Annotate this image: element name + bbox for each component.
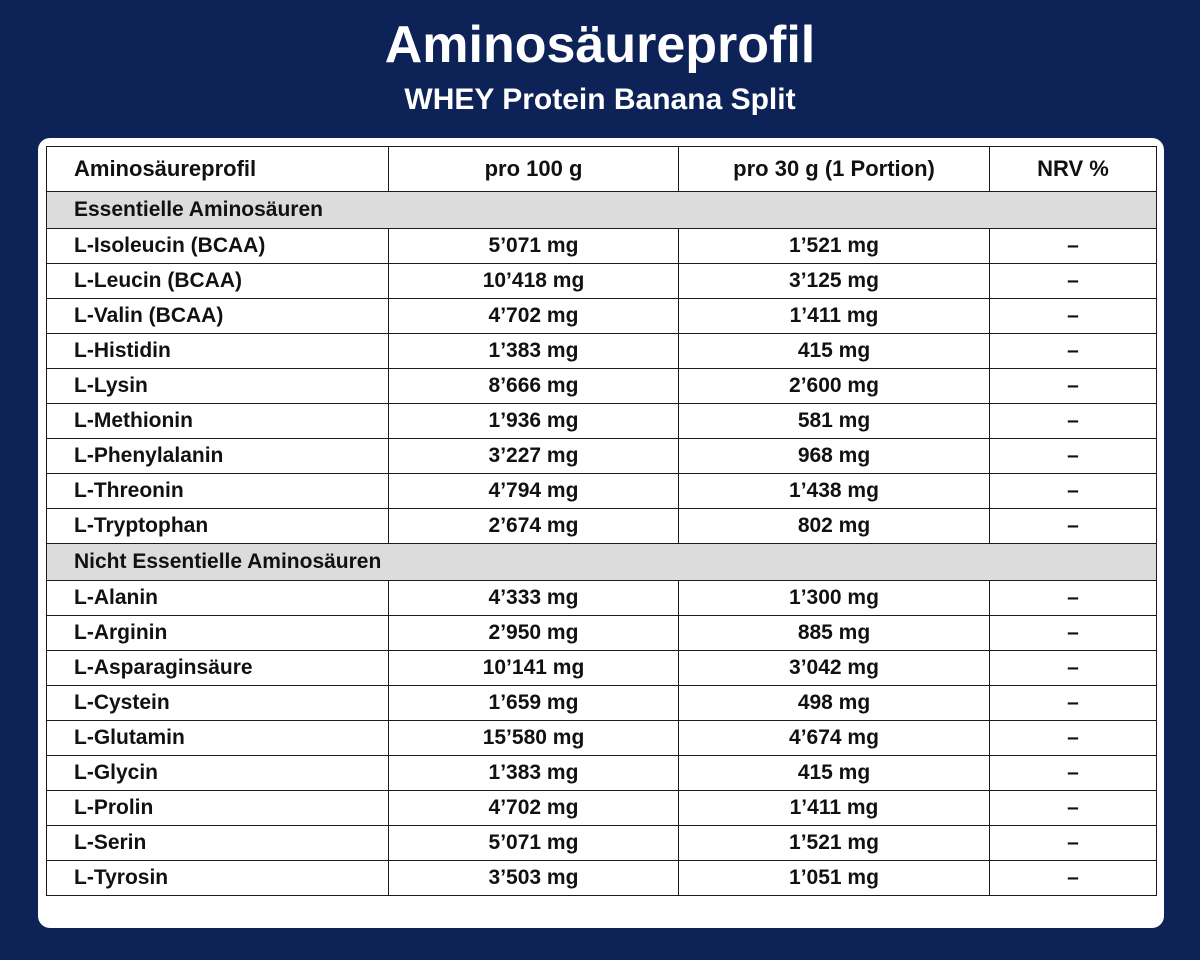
cell-per-100g: 8’666 mg bbox=[389, 369, 679, 404]
cell-per-portion: 415 mg bbox=[679, 756, 990, 791]
table-row bbox=[47, 721, 1157, 756]
column-header-per-100g: pro 100 g bbox=[389, 147, 679, 192]
table-row bbox=[47, 861, 1157, 896]
cell-per-100g: 1’659 mg bbox=[389, 686, 679, 721]
table-row bbox=[47, 509, 1157, 544]
cell-amino-acid: L-Phenylalanin bbox=[47, 439, 389, 474]
cell-amino-acid: L-Alanin bbox=[47, 581, 389, 616]
cell-per-portion: 3’042 mg bbox=[679, 651, 990, 686]
cell-nrv: – bbox=[990, 474, 1157, 509]
cell-per-100g: 4’333 mg bbox=[389, 581, 679, 616]
cell-amino-acid: L-Arginin bbox=[47, 616, 389, 651]
section-label: Essentielle Aminosäuren bbox=[47, 192, 1157, 229]
cell-nrv: – bbox=[990, 756, 1157, 791]
table-row bbox=[47, 686, 1157, 721]
cell-per-portion: 415 mg bbox=[679, 334, 990, 369]
cell-amino-acid: L-Asparaginsäure bbox=[47, 651, 389, 686]
table-row bbox=[47, 651, 1157, 686]
section-row bbox=[47, 192, 1157, 229]
cell-nrv: – bbox=[990, 581, 1157, 616]
cell-per-100g: 1’383 mg bbox=[389, 334, 679, 369]
cell-per-portion: 3’125 mg bbox=[679, 264, 990, 299]
cell-per-portion: 1’411 mg bbox=[679, 299, 990, 334]
cell-per-100g: 5’071 mg bbox=[389, 229, 679, 264]
cell-per-100g: 1’936 mg bbox=[389, 404, 679, 439]
cell-per-100g: 15’580 mg bbox=[389, 721, 679, 756]
cell-per-100g: 4’702 mg bbox=[389, 791, 679, 826]
table-row bbox=[47, 756, 1157, 791]
page-title: Aminosäureprofil bbox=[384, 16, 816, 74]
cell-per-100g: 1’383 mg bbox=[389, 756, 679, 791]
cell-amino-acid: L-Isoleucin (BCAA) bbox=[47, 229, 389, 264]
cell-per-100g: 3’503 mg bbox=[389, 861, 679, 896]
page-subtitle: WHEY Protein Banana Split bbox=[404, 83, 796, 116]
cell-per-portion: 968 mg bbox=[679, 439, 990, 474]
cell-nrv: – bbox=[990, 229, 1157, 264]
cell-amino-acid: L-Prolin bbox=[47, 791, 389, 826]
cell-amino-acid: L-Tyrosin bbox=[47, 861, 389, 896]
cell-per-portion: 1’521 mg bbox=[679, 826, 990, 861]
cell-amino-acid: L-Serin bbox=[47, 826, 389, 861]
cell-amino-acid: L-Tryptophan bbox=[47, 509, 389, 544]
section-label: Nicht Essentielle Aminosäuren bbox=[47, 544, 1157, 581]
table-row bbox=[47, 264, 1157, 299]
cell-nrv: – bbox=[990, 264, 1157, 299]
cell-per-100g: 5’071 mg bbox=[389, 826, 679, 861]
cell-nrv: – bbox=[990, 334, 1157, 369]
cell-per-100g: 10’141 mg bbox=[389, 651, 679, 686]
cell-amino-acid: L-Cystein bbox=[47, 686, 389, 721]
table-row bbox=[47, 581, 1157, 616]
cell-amino-acid: L-Leucin (BCAA) bbox=[47, 264, 389, 299]
cell-nrv: – bbox=[990, 651, 1157, 686]
table-row bbox=[47, 791, 1157, 826]
cell-per-100g: 3’227 mg bbox=[389, 439, 679, 474]
cell-per-100g: 2’674 mg bbox=[389, 509, 679, 544]
cell-per-portion: 1’521 mg bbox=[679, 229, 990, 264]
cell-per-portion: 2’600 mg bbox=[679, 369, 990, 404]
table-row bbox=[47, 616, 1157, 651]
cell-nrv: – bbox=[990, 686, 1157, 721]
table-row bbox=[47, 404, 1157, 439]
cell-nrv: – bbox=[990, 369, 1157, 404]
cell-amino-acid: L-Lysin bbox=[47, 369, 389, 404]
cell-nrv: – bbox=[990, 439, 1157, 474]
table-row bbox=[47, 439, 1157, 474]
column-header-nrv: NRV % bbox=[990, 147, 1157, 192]
cell-per-100g: 10’418 mg bbox=[389, 264, 679, 299]
cell-nrv: – bbox=[990, 616, 1157, 651]
amino-acid-table bbox=[46, 146, 1157, 896]
cell-nrv: – bbox=[990, 826, 1157, 861]
cell-amino-acid: L-Methionin bbox=[47, 404, 389, 439]
cell-per-portion: 802 mg bbox=[679, 509, 990, 544]
cell-nrv: – bbox=[990, 791, 1157, 826]
column-header-per-portion: pro 30 g (1 Portion) bbox=[679, 147, 990, 192]
cell-per-portion: 581 mg bbox=[679, 404, 990, 439]
table-header-row bbox=[47, 147, 1157, 192]
cell-nrv: – bbox=[990, 721, 1157, 756]
column-header-name: Aminosäureprofil bbox=[47, 147, 389, 192]
cell-nrv: – bbox=[990, 861, 1157, 896]
cell-nrv: – bbox=[990, 404, 1157, 439]
cell-per-100g: 2’950 mg bbox=[389, 616, 679, 651]
cell-nrv: – bbox=[990, 299, 1157, 334]
cell-per-portion: 1’411 mg bbox=[679, 791, 990, 826]
table-row bbox=[47, 334, 1157, 369]
table-row bbox=[47, 229, 1157, 264]
table-row bbox=[47, 474, 1157, 509]
cell-per-portion: 498 mg bbox=[679, 686, 990, 721]
cell-per-100g: 4’794 mg bbox=[389, 474, 679, 509]
table-row bbox=[47, 369, 1157, 404]
cell-amino-acid: L-Glycin bbox=[47, 756, 389, 791]
cell-amino-acid: L-Valin (BCAA) bbox=[47, 299, 389, 334]
table-panel bbox=[38, 138, 1164, 928]
table-row bbox=[47, 826, 1157, 861]
cell-per-portion: 1’051 mg bbox=[679, 861, 990, 896]
cell-amino-acid: L-Histidin bbox=[47, 334, 389, 369]
cell-amino-acid: L-Glutamin bbox=[47, 721, 389, 756]
section-row bbox=[47, 544, 1157, 581]
cell-per-100g: 4’702 mg bbox=[389, 299, 679, 334]
cell-amino-acid: L-Threonin bbox=[47, 474, 389, 509]
cell-per-portion: 4’674 mg bbox=[679, 721, 990, 756]
cell-per-portion: 1’300 mg bbox=[679, 581, 990, 616]
table-row bbox=[47, 299, 1157, 334]
cell-per-portion: 1’438 mg bbox=[679, 474, 990, 509]
table-body bbox=[47, 192, 1157, 896]
cell-per-portion: 885 mg bbox=[679, 616, 990, 651]
cell-nrv: – bbox=[990, 509, 1157, 544]
